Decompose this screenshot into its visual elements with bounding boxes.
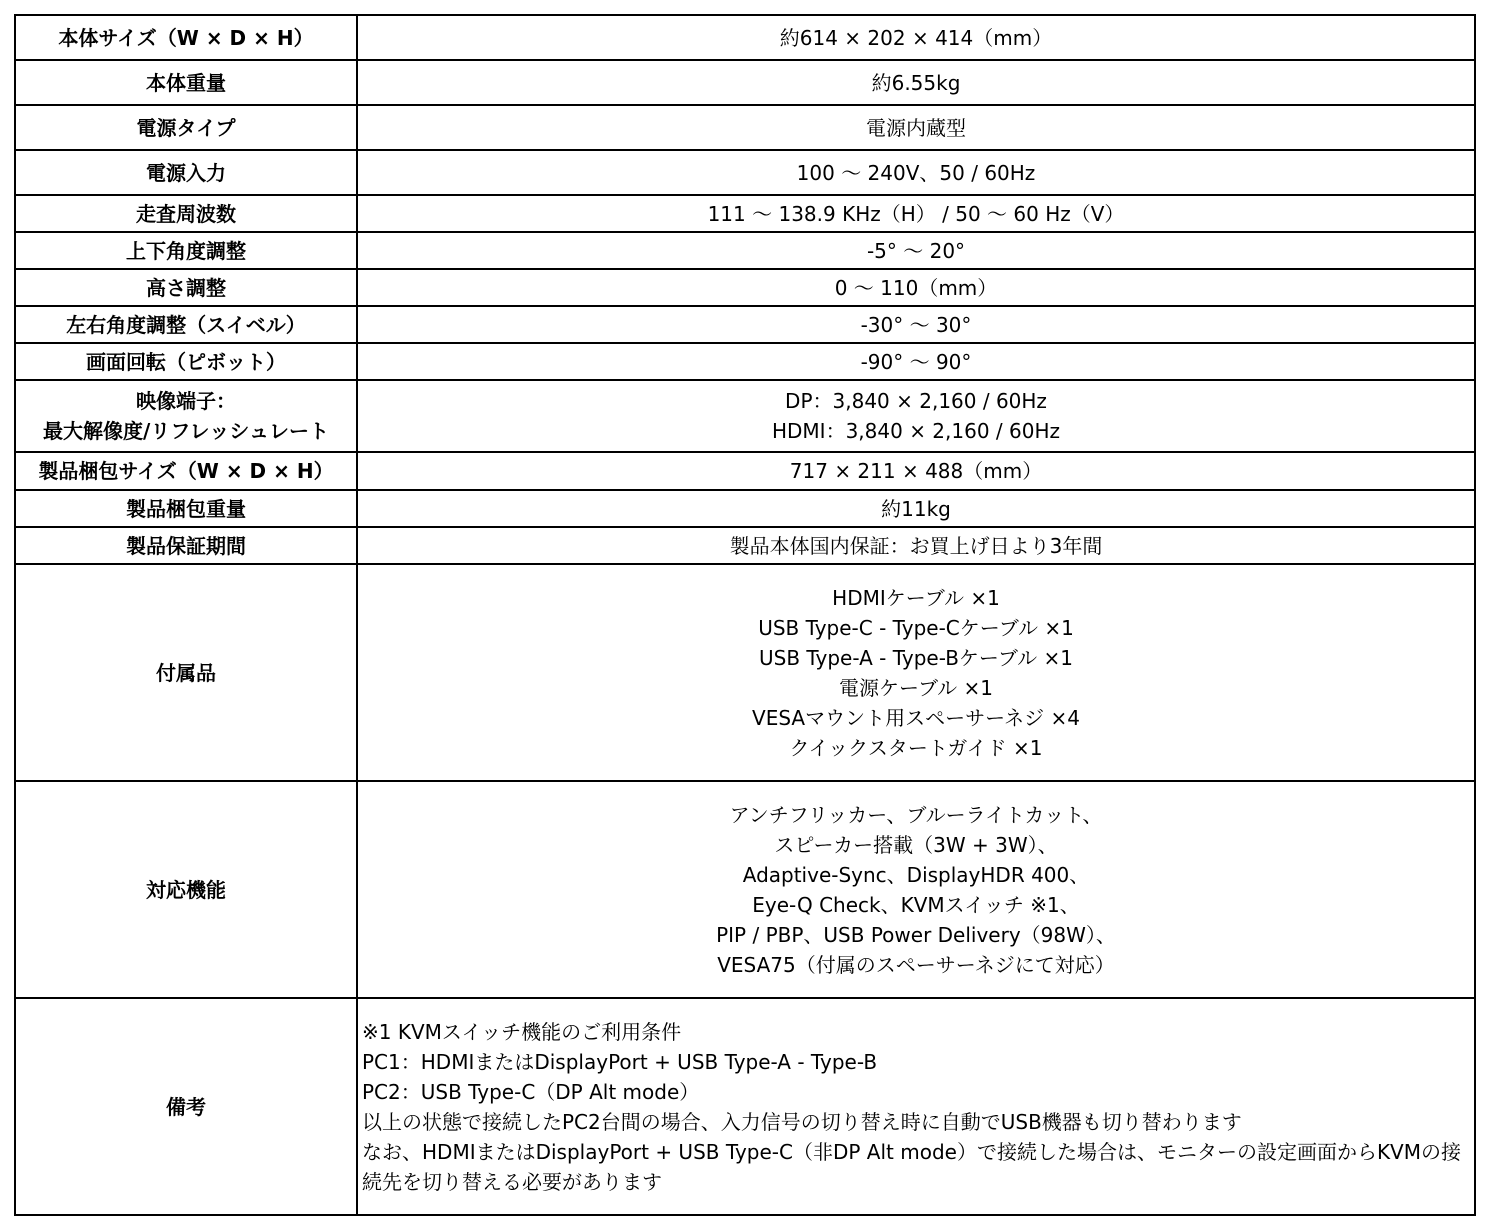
label-line: 走査周波数 (136, 201, 236, 226)
spec-row-pivot (15, 343, 1475, 380)
value-line: -30° ～ 30° (860, 312, 972, 337)
value-line: PIP / PBP、USB Power Delivery（98W）、 (716, 922, 1116, 947)
value-line: ※1 KVMスイッチ機能のご利用条件 (362, 1019, 682, 1044)
spec-table (14, 14, 1476, 1216)
spec-label (15, 105, 357, 150)
label-line: 左右角度調整（スイベル） (66, 312, 306, 337)
spec-label (15, 232, 357, 269)
spec-row-warranty (15, 527, 1475, 564)
spec-row-package-size (15, 452, 1475, 490)
value-line: なお、HDMIまたはDisplayPort + USB Type-C（非DP Alt mode）で接続した場合は、モニターの設定画面からKVMの接 (362, 1139, 1461, 1164)
label-line: 画面回転（ピボット） (86, 349, 286, 374)
spec-value (357, 150, 1475, 195)
value-line: 続先を切り替える必要があります (362, 1169, 662, 1194)
spec-row-package-weight (15, 490, 1475, 527)
spec-value (357, 527, 1475, 564)
spec-value (357, 105, 1475, 150)
spec-label (15, 195, 357, 232)
label-line: 対応機能 (146, 877, 226, 902)
spec-row-power-input (15, 150, 1475, 195)
value-line: VESA75（付属のスペーサーネジにて対応） (717, 952, 1115, 977)
spec-label (15, 781, 357, 998)
label-line: 付属品 (156, 660, 216, 685)
spec-row-scan-frequency (15, 195, 1475, 232)
value-line: 約6.55kg (871, 70, 961, 95)
value-line: 717 × 211 × 488（mm） (789, 459, 1043, 483)
spec-row-features (15, 781, 1475, 998)
spec-label (15, 306, 357, 343)
value-line: USB Type-A - Type-Bケーブル ×1 (759, 645, 1073, 670)
value-line: クイックスタートガイド ×1 (789, 735, 1043, 760)
spec-value (357, 781, 1475, 998)
value-line: -5° ～ 20° (866, 238, 966, 263)
value-line: 電源内蔵型 (866, 115, 966, 140)
spec-value (357, 306, 1475, 343)
value-line: USB Type-C - Type-Cケーブル ×1 (758, 615, 1074, 640)
value-line: PC1：HDMIまたはDisplayPort + USB Type-A - Type-B (362, 1049, 878, 1074)
spec-label (15, 527, 357, 564)
spec-value (357, 60, 1475, 105)
label-line: 最大解像度/リフレッシュレート (43, 419, 329, 443)
value-line: HDMIケーブル ×1 (832, 585, 1000, 610)
spec-value (357, 343, 1475, 380)
label-line: 電源タイプ (136, 115, 236, 140)
value-line: アンチフリッカー、ブルーライトカット、 (729, 802, 1103, 827)
spec-value (357, 564, 1475, 781)
value-line: PC2：USB Type-C（DP Alt mode） (362, 1079, 700, 1104)
spec-label (15, 343, 357, 380)
spec-label (15, 60, 357, 105)
label-line: 上下角度調整 (126, 238, 246, 263)
value-line: 電源ケーブル ×1 (838, 675, 994, 700)
value-line: Eye-Q Check、KVMスイッチ ※1、 (752, 892, 1080, 917)
label-line: 製品梱包サイズ（W × D × H） (38, 459, 334, 483)
spec-value (357, 490, 1475, 527)
spec-row-size (15, 15, 1475, 60)
spec-row-video-ports (15, 380, 1475, 452)
value-line: 約11kg (881, 496, 951, 521)
label-line: 本体重量 (146, 70, 226, 95)
value-line: -90° ～ 90° (860, 349, 972, 374)
value-line: Adaptive-Sync、DisplayHDR 400、 (742, 862, 1090, 887)
value-line: スピーカー搭載（3W + 3W）、 (774, 832, 1058, 857)
spec-value (357, 232, 1475, 269)
spec-row-accessories (15, 564, 1475, 781)
spec-label (15, 380, 357, 452)
spec-row-tilt (15, 232, 1475, 269)
value-line: 以上の状態で接続したPC2台間の場合、入力信号の切り替え時に自動でUSB機器も切り替わります (362, 1109, 1242, 1134)
spec-label (15, 564, 357, 781)
spec-row-swivel (15, 306, 1475, 343)
spec-row-notes (15, 998, 1475, 1215)
value-line: 0 ～ 110（mm） (834, 275, 998, 300)
spec-label (15, 998, 357, 1215)
spec-value (357, 15, 1475, 60)
spec-row-height (15, 269, 1475, 306)
label-line: 製品保証期間 (126, 533, 246, 558)
spec-value (357, 269, 1475, 306)
spec-row-power-type (15, 105, 1475, 150)
value-line: 111 ～ 138.9 KHz（H） / 50 ～ 60 Hz（V） (707, 201, 1125, 226)
label-line: 製品梱包重量 (126, 496, 246, 521)
spec-label (15, 150, 357, 195)
value-line: HDMI：3,840 × 2,160 / 60Hz (771, 419, 1061, 443)
label-line: 電源入力 (146, 160, 226, 185)
spec-label (15, 15, 357, 60)
label-line: 本体サイズ（W × D × H） (58, 25, 314, 50)
value-line: VESAマウント用スペーサーネジ ×4 (752, 705, 1080, 730)
value-line: 100 ～ 240V、50 / 60Hz (796, 160, 1036, 185)
value-line: DP：3,840 × 2,160 / 60Hz (785, 389, 1047, 413)
spec-row-weight (15, 60, 1475, 105)
spec-label (15, 452, 357, 490)
spec-value (357, 452, 1475, 490)
spec-value (357, 380, 1475, 452)
label-line: 備考 (166, 1094, 206, 1119)
spec-value (357, 998, 1475, 1215)
value-line: 製品本体国内保証：お買上げ日より3年間 (729, 533, 1103, 558)
spec-label (15, 490, 357, 527)
spec-value (357, 195, 1475, 232)
label-line: 映像端子： (136, 389, 236, 413)
value-line: 約614 × 202 × 414（mm） (779, 25, 1053, 50)
spec-label (15, 269, 357, 306)
label-line: 高さ調整 (146, 275, 226, 300)
